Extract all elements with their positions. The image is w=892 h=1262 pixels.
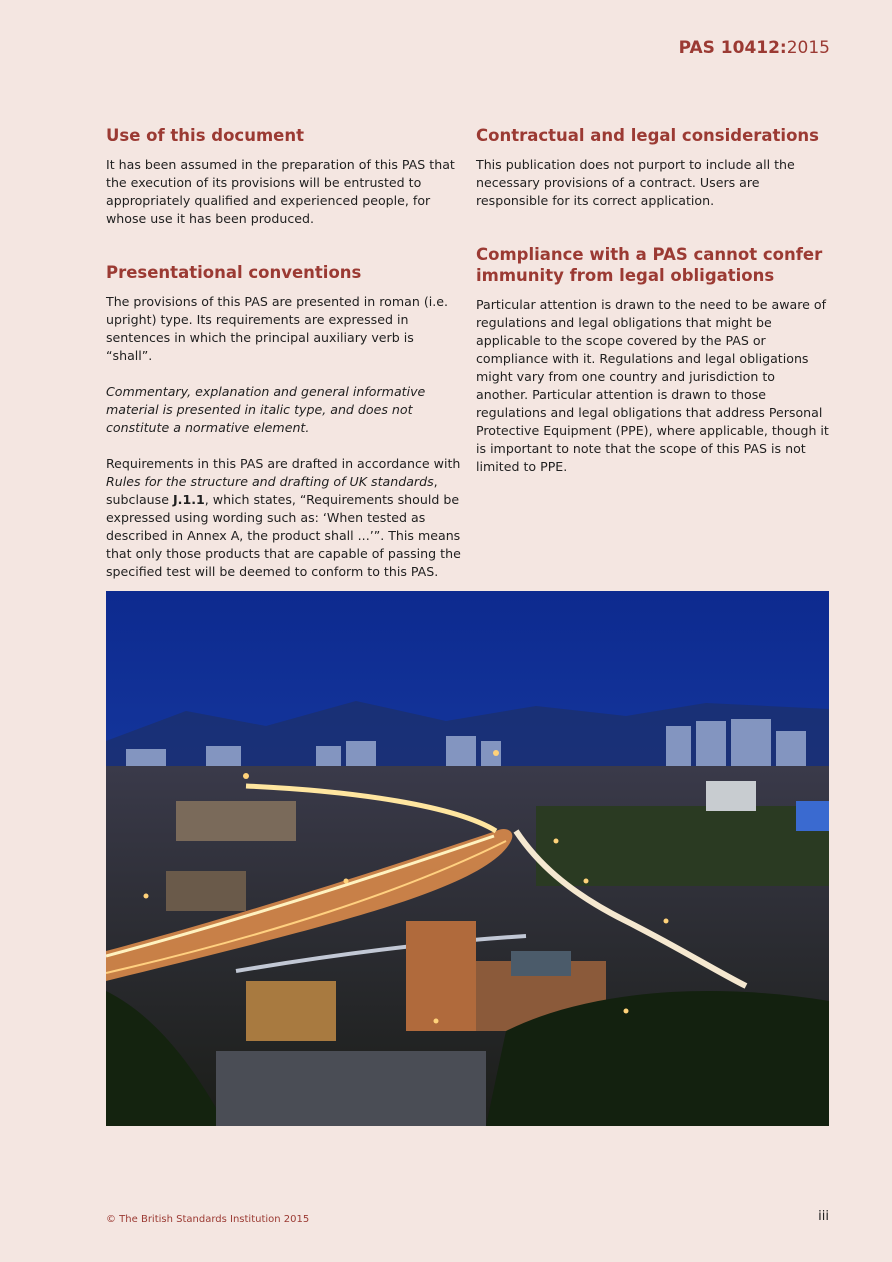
standard-number: PAS 10412: [678, 38, 787, 58]
heading-presentational-conventions: Presentational conventions [106, 263, 362, 282]
paragraph-roman-type: The provisions of this PAS are presented in roman (i.e. upright) type. Its requirements are expressed in sentences in which the principal auxiliary verb is “shall”. [106, 294, 449, 363]
city-night-photo [106, 591, 829, 1126]
left-column [106, 125, 461, 615]
right-column [476, 125, 831, 510]
page-number: iii [818, 1209, 829, 1224]
paragraph-drafting-rules [106, 455, 461, 581]
section-contractual [476, 125, 831, 210]
drafting-text-a: Requirements in this PAS are drafted in accordance with [106, 456, 461, 471]
italic-commentary-text: Commentary, explanation and general informative material is presented in italic type, and does not constitute a normative element. [106, 384, 426, 435]
paragraph-use-of-document: It has been assumed in the preparation of this PAS that the execution of its provisions will be entrusted to appropriately qualified and experienced people, for whose use it has been produced. [106, 157, 455, 226]
paragraph-contractual: This publication does not purport to include all the necessary provisions of a contract. Users are responsible for its correct application. [476, 157, 795, 208]
paragraph-compliance: Particular attention is drawn to the need to be aware of regulations and legal obligations that might be applicable to the scope covered by the PAS or compliance with it. Regulations and legal obligations might vary from one country and jurisdiction to another. Particular attention is drawn to those regulations and legal obligations that address Personal Protective Equipment (PPE), where applicable, though it is important to note that the scope of this PAS is not limited to PPE. [476, 297, 829, 474]
standard-year: 2015 [786, 38, 830, 58]
running-header [679, 38, 830, 58]
heading-contractual: Contractual and legal considerations [476, 126, 819, 145]
drafting-text-c: , which states, “Requirements should be expressed using wording such as: ‘When tested as described in Annex A, the product shall ...’”. This means that only those products that are capable of passing the specified test will be deemed to conform to this PAS. [106, 492, 461, 579]
heading-use-of-document: Use of this document [106, 126, 304, 145]
section-compliance [476, 244, 831, 476]
copyright-notice: © The British Standards Institution 2015 [106, 1214, 310, 1225]
section-presentational-conventions [106, 262, 461, 581]
heading-compliance: Compliance with a PAS cannot confer immunity from legal obligations [476, 245, 823, 285]
section-use-of-document [106, 125, 461, 228]
drafting-rules-title: Rules for the structure and drafting of UK standards [106, 474, 434, 489]
drafting-text-b: , subclause [106, 474, 438, 507]
subclause-ref: J.1.1 [172, 492, 205, 507]
paragraph-italic-commentary [106, 383, 461, 437]
